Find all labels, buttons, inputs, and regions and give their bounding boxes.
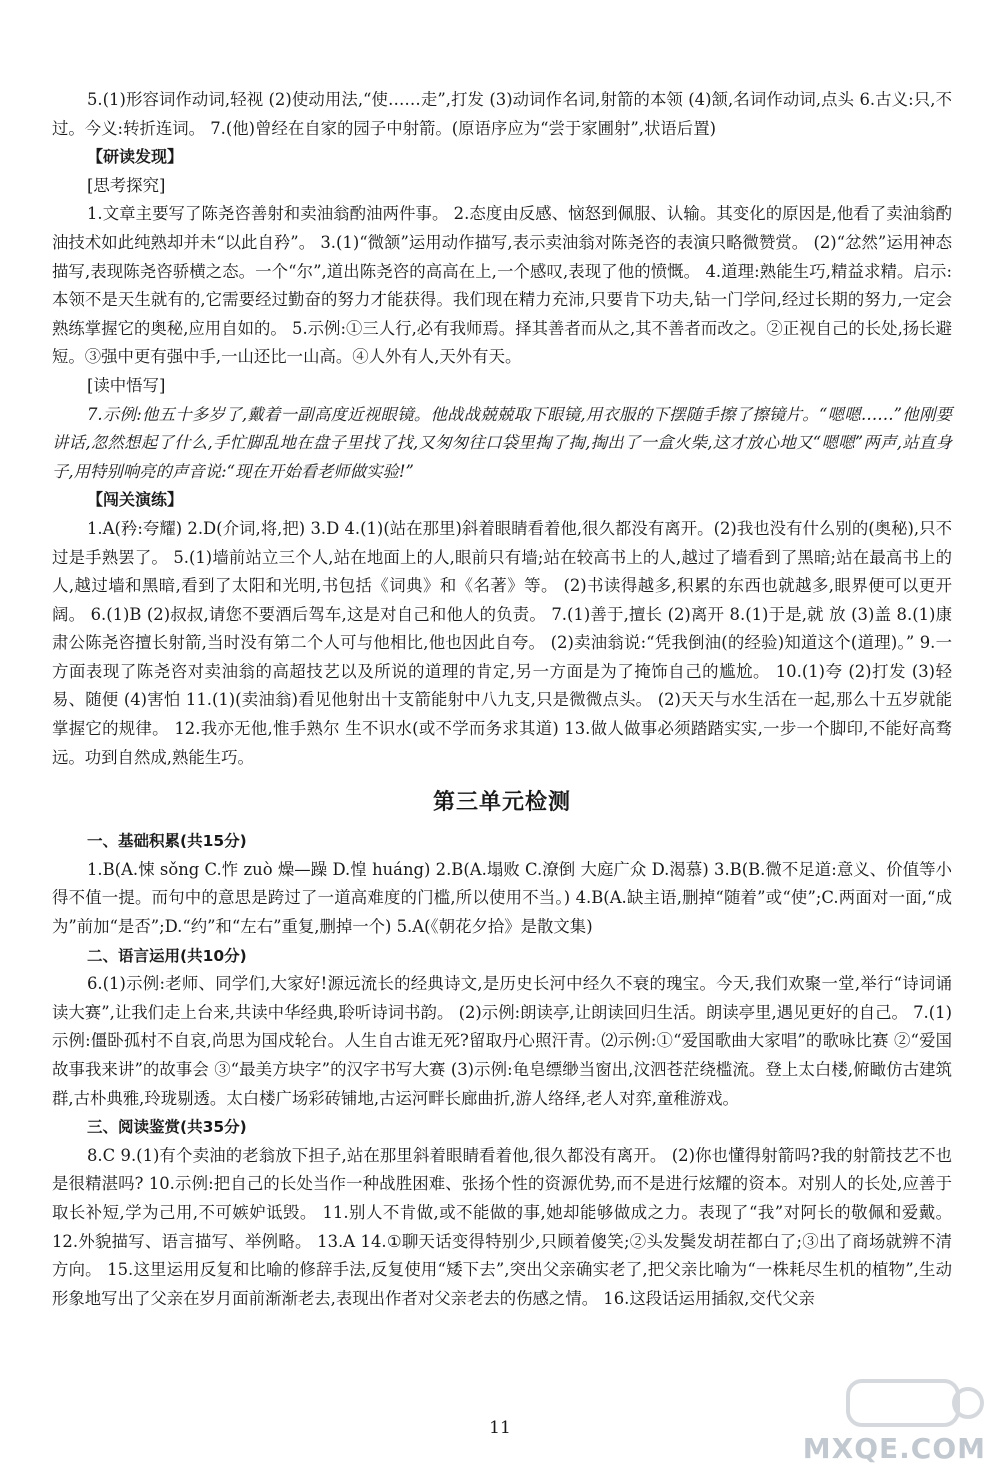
subheading-duzhong: [读中悟写] xyxy=(87,375,166,395)
duzhong-paragraph: 7.示例:他五十多岁了,戴着一副高度近视眼镜。他战战兢兢取下眼镜,用衣服的下摆随手擦了擦镜片。“嗯嗯……”他刚要讲话,忽然想起了什么,手忙脚乱地在盘子里找了找,又匆匆往口袋里掏了掏,掏出了一盒火柴,这才放心地又“嗯嗯”两声,站直身子,用特别响亮的声音说:“现在开始看老师做实验!” xyxy=(52,404,952,481)
section-heading-yuyan: 二、语言运用(共10分) xyxy=(87,946,247,965)
yuedu-paragraph: 8.C 9.(1)有个卖油的老翁放下担子,站在那里斜着眼睛看着他,很久都没有离开。 (2)你也懂得射箭吗?我的射箭技艺不也是很精湛吗? 10.示例:把自己的长处当作一种战胜困难、张扬个性的资源优势,而不是进行炫耀的资本。对别人的长处,应善于取长补短,学为己用,不可嫉妒诋毁。 11.别人不肯做,或不能做的事,她却能够做成之力。表现了“我”对阿长的敬佩和爱戴。 12.外貌描写、语言描写、举例略。 13.A 14.①聊天话变得特别少,只顾着傻笑;②头发鬓发胡茬都白了;③出了商场就辨不清方向。 15.这里运用反复和比喻的修辞手法,反复使用“矮下去”,突出父亲确实老了,把父亲比喻为“一株耗尽生机的植物”,生动形象地写出了父亲在岁月面前渐渐老去,表现出作者对父亲老去的伤感之情。 16.这段话运用插叙,交代父亲 xyxy=(52,1145,952,1308)
intro-paragraph: 5.(1)形容词作动词,轻视 (2)使动用法,“使……走”,打发 (3)动词作名词,射箭的本领 (4)颔,名词作动词,点头 6.古义:只,不过。今义:转折连词。 7.(他)曾经在自家的园子中射箭。(原语序应为“尝于家圃射”,状语后置) xyxy=(52,90,952,138)
section-heading-yuedu: 三、阅读鉴赏(共35分) xyxy=(87,1118,247,1137)
section-heading-chuangguan: 【闯关演练】 xyxy=(87,490,184,510)
document-page xyxy=(52,86,952,1313)
subheading-sikao: [思考探究] xyxy=(87,175,166,195)
yuyan-paragraph: 6.(1)示例:老师、同学们,大家好!源远流长的经典诗文,是历史长河中经久不衰的瑰宝。今天,我们欢聚一堂,举行“诗词诵读大赛”,让我们走上台来,共读中华经典,聆听诗词书韵。 (2)示例:朗读亭,让朗读回归生活。朗读亭里,遇见更好的自己。 7.(1)示例:僵卧孤村不自哀,尚思为国戍轮台。人生自古谁无死?留取丹心照汗青。⑵示例:①“爱国歌曲大家唱”的歌咏比赛 ②“爱国故事我来讲”的故事会 ③“最美方块字”的汉字书写大赛 (3)示例:龟皂缥缈当窗出,汶泗苍茫绕槛流。登上太白楼,俯瞰仿古建筑群,古朴典雅,玲珑剔透。太白楼广场彩砖铺地,古运河畔长廊曲折,游人络绎,老人对弈,童稚游戏。 xyxy=(52,974,952,1108)
sikao-paragraph: 1.文章主要写了陈尧咨善射和卖油翁酌油两件事。 2.态度由反感、恼怒到佩服、认输。其变化的原因是,他看了卖油翁酌油技术如此纯熟却并未“以此自矜”。 3.(1)“微颔”运用动作描写,表示卖油翁对陈尧咨的表演只略微赞赏。 (2)“忿然”运用神态描写,表现陈尧咨骄横之态。一个“尔”,道出陈尧咨的高高在上,一个感叹,表现了他的愤慨。 4.道理:熟能生巧,精益求精。启示:本领不是天生就有的,它需要经过勤奋的努力才能获得。我们现在精力充沛,只要肯下功夫,钻一门学问,经过长期的努力,一定会熟练掌握它的奥秘,应用自如的。 5.示例:①三人行,必有我师焉。择其善者而从之,其不善者而改之。②正视自己的长处,扬长避短。③强中更有强中手,一山还比一山高。④人外有人,天外有天。 xyxy=(52,204,952,367)
jichu-paragraph: 1.B(A.悚 sǒng C.怍 zuò 燥—躁 D.惶 huáng) 2.B(A.塌败 C.潦倒 大庭广众 D.渴慕) 3.B(B.微不足道:意义、价值等小得不值一提。而句中的意思是跨过了一道高难度的门槛,所以使用不当。) 4.B(A.缺主语,删掉“随着”或“使”;C.两面对一面,“成为”前加“是否”;D.“约”和“左右”重复,删掉一个) 5.A(《朝花夕拾》是散文集) xyxy=(52,859,952,937)
watermark-text: MXQE.COM xyxy=(802,1432,986,1465)
section-heading-yandu: 【研读发现】 xyxy=(87,147,184,167)
unit-test-title: 第三单元检测 xyxy=(432,790,571,816)
chuangguan-paragraph: 1.A(矜:夸耀) 2.D(介词,将,把) 3.D 4.(1)(站在那里)斜着眼睛看着他,很久都没有离开。(2)我也没有什么别的(奥秘),只不过是手熟罢了。 5.(1)墙前站立三个人,站在地面上的人,眼前只有墙;站在较高书上的人,越过了墙看到了黑暗;站在最高书上的人,越过墙和黑暗,看到了太阳和光明,书包括《词典》和《名著》等。 (2)书读得越多,积累的东西也就越多,眼界便可以更开阔。 6.(1)B (2)叔叔,请您不要酒后驾车,这是对自己和他人的负责。 7.(1)善于,擅长 (2)离开 8.(1)于是,就 放 (3)盖 8.(1)康肃公陈尧咨擅长射箭,当时没有第二个人可与他相比,他也因此自夸。 (2)卖油翁说:“凭我倒油(的经验)知道这个(道理)。” 9.一方面表现了陈尧咨对卖油翁的高超技艺以及所说的道理的肯定,另一方面是为了掩饰自己的尴尬。 10.(1)夸 (2)打发 (3)轻易、随便 (4)害怕 11.(1)(卖油翁)看见他射出十支箭能射中八九支,只是微微点头。 (2)天天与水生活在一起,那么十五岁就能掌握它的规律。 12.我亦无他,惟手熟尔 生不识水(或不学而务求其道) 13.做人做事必须踏踏实实,一步一个脚印,不能好高骛远。功到自然成,熟能生巧。 xyxy=(52,518,952,767)
section-heading-jichu: 一、基础积累(共15分) xyxy=(87,832,247,851)
page-number: 11 xyxy=(489,1418,511,1438)
